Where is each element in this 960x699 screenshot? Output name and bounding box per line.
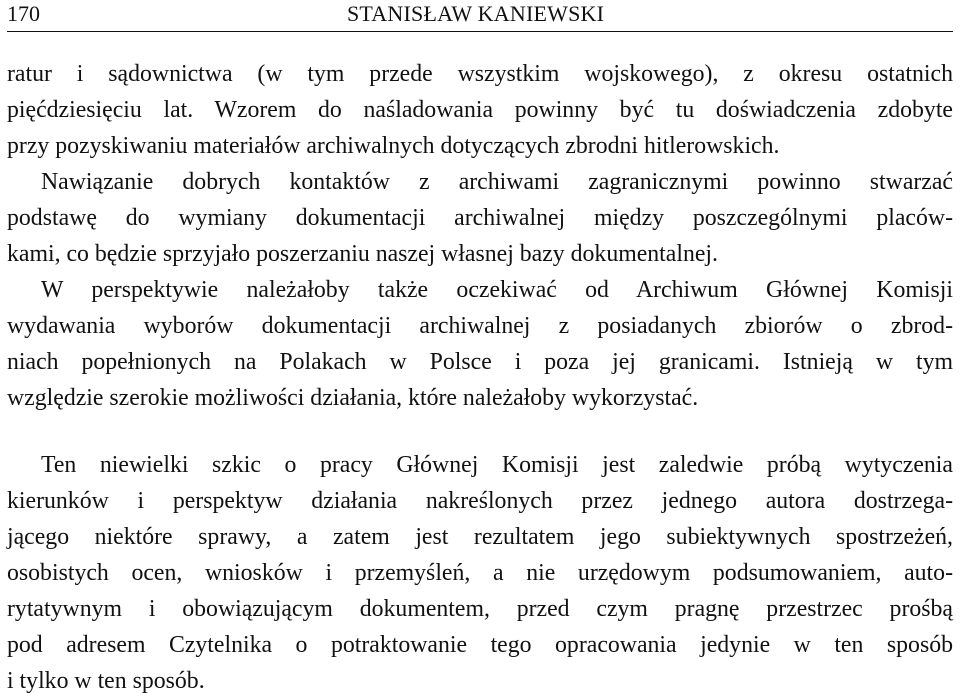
text-line: i tylko w ten sposób. xyxy=(7,668,205,694)
paragraph-gap xyxy=(7,416,953,447)
running-header xyxy=(7,0,951,30)
text-line: ratur i sądownictwa (w tym przede wszystkim wojskowego), z okresu ostatnich xyxy=(7,61,953,87)
text-line: przy pozyskiwaniu materiałów archiwalnych dotyczących zbrodni hitlerowskich. xyxy=(7,133,780,159)
text-line: pięćdziesięciu lat. Wzorem do naśladowania powinny być tu doświadczenia zdobyte xyxy=(7,97,953,123)
paragraph xyxy=(7,56,953,164)
text-line: pod adresem Czytelnika o potraktowanie tego opracowania jedynie w ten sposób xyxy=(7,632,953,658)
text-line: osobistych ocen, wniosków i przemyśleń, a nie urzędowym podsumowaniem, auto- xyxy=(7,560,953,586)
text-line: rytatywnym i obowiązującym dokumentem, przed czym pragnę przestrzec prośbą xyxy=(7,596,953,622)
text-line: kami, co będzie sprzyjało poszerzaniu naszej własnej bazy dokumentalnej. xyxy=(7,241,718,267)
text-line: Ten niewielki szkic o pracy Głównej Komisji jest zaledwie próbą wytyczenia xyxy=(41,452,953,478)
header-rule xyxy=(7,31,953,32)
page-number: 170 xyxy=(7,1,40,26)
text-line: podstawę do wymiany dokumentacji archiwalnej między poszczególnymi placów- xyxy=(7,205,953,231)
paragraph xyxy=(7,447,953,699)
text-line: W perspektywie należałoby także oczekiwać od Archiwum Głównej Komisji xyxy=(41,277,953,303)
running-title: STANISŁAW KANIEWSKI xyxy=(347,1,605,26)
body-text xyxy=(7,56,953,699)
text-line: względzie szerokie możliwości działania, które należałoby wykorzystać. xyxy=(7,385,699,411)
text-line: wydawania wyborów dokumentacji archiwalnej z posiadanych zbiorów o zbrod- xyxy=(7,313,953,339)
text-line: Nawiązanie dobrych kontaktów z archiwami zagranicznymi powinno stwarzać xyxy=(41,169,953,195)
text-line: niach popełnionych na Polakach w Polsce i poza jej granicami. Istnieją w tym xyxy=(7,349,953,375)
text-line: jącego niektóre sprawy, a zatem jest rezultatem jego subiektywnych spostrzeżeń, xyxy=(7,524,953,550)
text-line: kierunków i perspektyw działania nakreślonych przez jednego autora dostrzega- xyxy=(7,488,953,514)
paragraph xyxy=(7,164,953,272)
paragraph xyxy=(7,272,953,416)
